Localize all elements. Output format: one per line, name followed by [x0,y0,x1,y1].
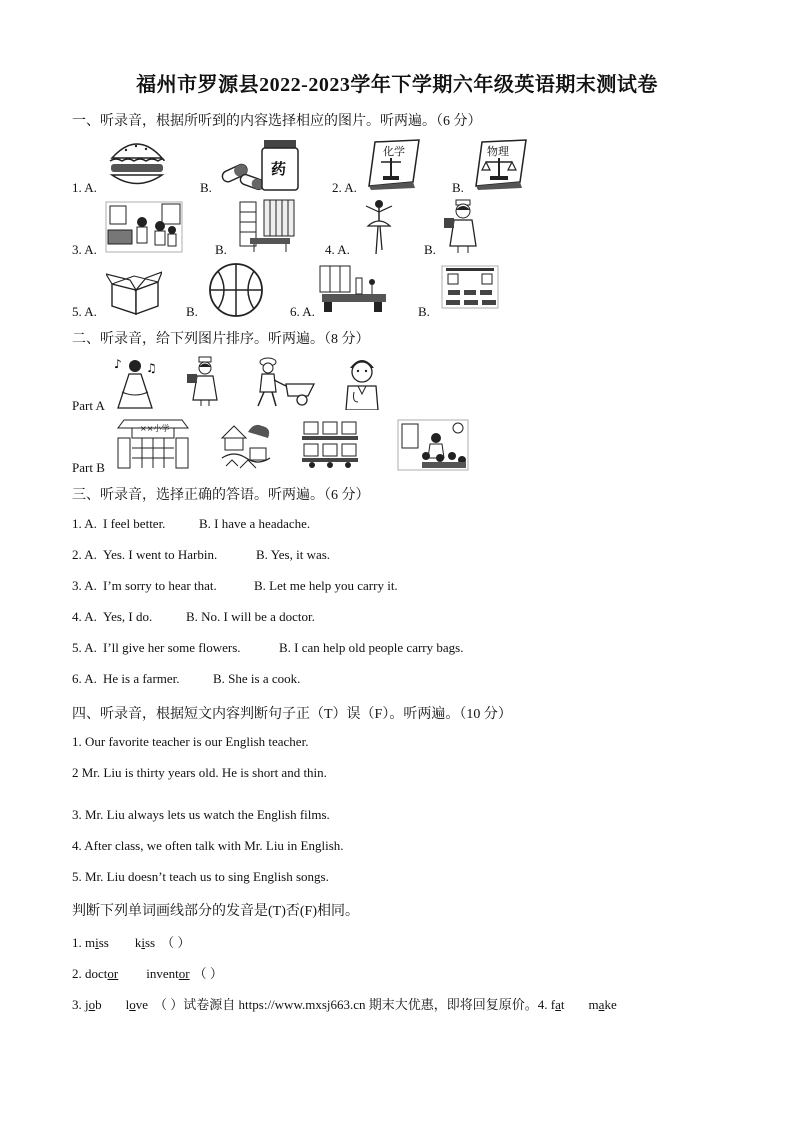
classroom-picture [440,264,500,310]
q3-6-option-b: B. She is a cook. [213,671,301,686]
q3-3-option-b: B. Let me help you carry it. [254,578,398,593]
medicine-label: 药 [271,160,287,178]
section-2-heading: 二、听录音，给下列图片排序。听两遍。（8 分） [72,332,370,347]
music-class-picture [396,418,470,472]
label-2b: B. [452,180,464,195]
promo-text: 试卷源自 https://www.mxsj663.cn 期末大优惠，即将回复原价。 [183,997,538,1012]
hamburger-picture [106,136,168,188]
label-1a: 1. A. [72,180,97,195]
q5-3-num: 3. j [72,997,89,1012]
library-picture [236,198,298,252]
q3-2-option-b: B. Yes, it was. [256,547,331,562]
box-picture [106,266,162,316]
section-5-heading: 判断下列单词画线部分的发音是(T)否(F)相同。 [72,904,359,919]
q3-4-num: 4. A. [72,609,97,624]
q5-2-word2-begin: invent [146,966,179,981]
part-a-label: Part A [72,398,105,413]
nurse-picture [442,198,482,254]
label-4b: B. [424,242,436,257]
q5-1-word2-underlined: i [141,935,145,950]
q5-4-num: 4. f [537,997,556,1012]
q3-3-option-a: I’m sorry to hear that. [103,578,217,593]
q5-3-word2-underlined: o [129,997,136,1012]
section-1-heading: 一、听录音，根据所听到的内容选择相应的图片。听两遍。（6 分） [72,114,482,129]
q5-1-word2-end: ss [145,935,156,950]
doctor-picture [342,354,382,410]
svg-text:♫: ♫ [146,361,157,375]
ballet-dancer-picture [364,198,394,256]
q4-3: 3. Mr. Liu always lets us watch the English films. [72,807,330,822]
q3-5-num: 5. A. [72,640,97,655]
q3-1-option-a: I feel better. [103,516,166,531]
q4-2: 2 Mr. Liu is thirty years old. He is short and thin. [72,765,327,780]
q5-4-word2-begin: m [588,997,599,1012]
q3-3-num: 3. A. [72,578,97,593]
worker-wheelbarrow-picture [252,356,318,408]
singer-picture [112,356,158,410]
label-4a: 4. A. [325,242,350,257]
q5-2 [72,963,223,982]
q5-1-word1-underlined: i [95,935,99,950]
q4-4: 4. After class, we often talk with Mr. Liu in English. [72,838,344,853]
chemistry-label: 化学 [383,145,405,158]
q5-1 [72,932,190,951]
q5-3-word2-end: ve [135,997,149,1012]
family-living-room-picture [104,200,184,254]
q5-2-num: 2. doct [72,966,108,981]
q3-2-option-a: Yes. I went to Harbin. [103,547,218,562]
basketball-picture [208,262,264,318]
q5-2-word2-underlined: or [178,966,190,981]
label-6b: B. [418,304,430,319]
q5-3-word1-underlined: o [88,997,96,1012]
svg-text:♪: ♪ [114,357,122,371]
q5-2-word1-underlined: or [107,966,119,981]
q5-3-answer-blank[interactable]: （ ） [154,997,184,1012]
label-3b: B. [215,242,227,257]
q5-1-word2-begin: k [134,935,142,950]
q5-4-word2-end: ke [604,997,617,1012]
village-scene-picture [220,418,272,470]
q5-2-answer-blank[interactable]: （ ） [193,966,223,981]
q5-3-word2-begin: l [125,997,130,1012]
q5-4-word1-end: t [560,997,565,1012]
section-3-heading: 三、听录音，选择正确的答语。听两遍。（6 分） [72,488,370,503]
q4-5: 5. Mr. Liu doesn’t teach us to sing English songs. [72,869,329,884]
section-4-heading: 四、听录音，根据短文内容判断句子正（T）误（F）。听两遍。（10 分） [72,707,512,722]
label-2a: 2. A. [332,180,357,195]
label-6a: 6. A. [290,304,315,319]
school-sign: ××小学 [140,424,170,433]
q5-4-word1-underlined: a [555,997,561,1012]
q3-1-num: 1. A. [72,516,97,531]
q3-4-option-b: B. No. I will be a doctor. [186,609,315,624]
q5-1-answer-blank[interactable]: （ ） [161,935,191,950]
q3-6-num: 6. A. [72,671,97,686]
q4-1: 1. Our favorite teacher is our English teacher. [72,734,309,749]
q3-5-option-a: I’ll give her some flowers. [103,640,241,655]
science-lab-picture [318,264,390,314]
label-3a: 3. A. [72,242,97,257]
q5-4-word2-underlined: a [598,997,605,1012]
q3-2-num: 2. A. [72,547,97,562]
physics-label: 物理 [487,145,509,158]
q3-4-option-a: Yes, I do. [103,609,153,624]
label-1b: B. [200,180,212,195]
q5-1-num: 1. m [72,935,96,950]
page-title: 福州市罗源县2022-2023学年下学期六年级英语期末测试卷 [136,74,658,96]
q5-3 [72,994,617,1013]
q3-6-option-a: He is a farmer. [103,671,180,686]
label-5b: B. [186,304,198,319]
q3-1-option-b: B. I have a headache. [199,516,311,531]
medicine-picture [218,136,302,194]
q3-5-option-b: B. I can help old people carry bags. [279,640,464,655]
computer-room-picture [300,418,360,468]
label-5a: 5. A. [72,304,97,319]
q5-3-word1-end: b [95,997,102,1012]
part-b-label: Part B [72,460,105,475]
nurse-camera-picture [186,356,224,406]
q5-1-word1-end: ss [98,935,109,950]
